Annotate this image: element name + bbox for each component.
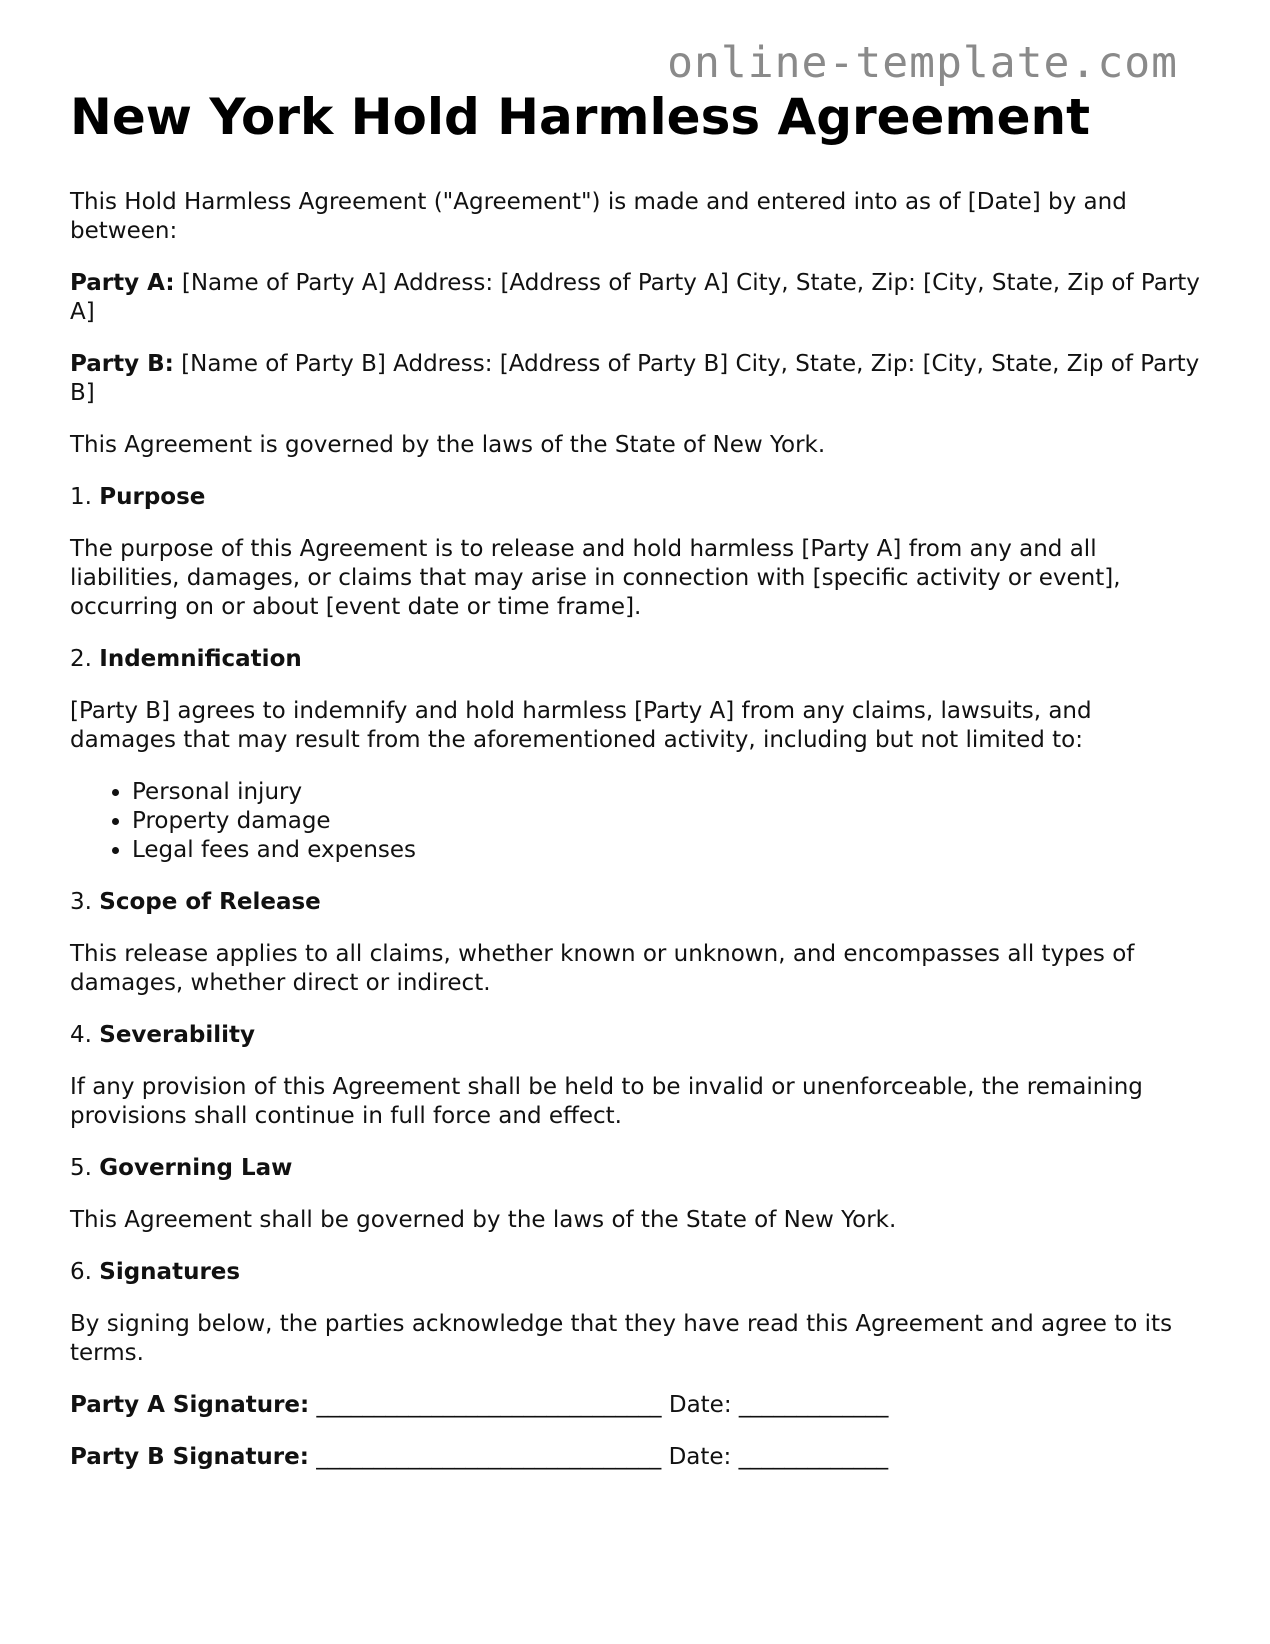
list-item: • Property damage (132, 807, 1200, 836)
signature-blank[interactable]: ______________________________ (308, 1444, 669, 1470)
section-number: 4. (70, 1022, 100, 1048)
section-number: 3. (70, 889, 100, 915)
section-number: 5. (70, 1155, 100, 1181)
section-title: Indemnification (99, 646, 302, 672)
party-b-block (70, 350, 1200, 408)
section-body-governing-law: This Agreement shall be governed by the laws of the State of New York. (70, 1207, 897, 1233)
party-b-signature-line (70, 1443, 1200, 1472)
signature-blank[interactable]: ______________________________ (309, 1392, 669, 1418)
party-a-signature-line (70, 1391, 1200, 1420)
party-a-details: [Name of Party A] Address: [Address of Party A] City, State, Zip: [City, State, Zip of Party A] (70, 270, 1200, 325)
section-body-purpose: The purpose of this Agreement is to release and hold harmless [Party A] from any and all liabilities, damages, or claims that may arise in connection with [specific activity or event], occurring on or about [event date or time frame]. (70, 536, 1121, 620)
signature-label: Party B Signature: (70, 1444, 309, 1470)
section-number: 6. (70, 1259, 100, 1285)
signature-label: Party A Signature: (70, 1392, 310, 1418)
section-heading-signatures (70, 1258, 1200, 1287)
section-title: Governing Law (99, 1155, 293, 1181)
section-title: Severability (99, 1022, 255, 1048)
party-b-label: Party B: (70, 351, 174, 377)
section-body-indemnification: [Party B] agrees to indemnify and hold harmless [Party A] from any claims, lawsuits, and damages that may result from the aforementioned activity, including but not limited to: (70, 698, 1092, 753)
date-blank[interactable]: _____________ (731, 1392, 889, 1418)
document-page (70, 84, 1200, 1495)
intro-paragraph: This Hold Harmless Agreement ("Agreement") is made and entered into as of [Date] by and between: (70, 189, 1127, 244)
indemnification-list (70, 778, 1200, 865)
document-title: New York Hold Harmless Agreement (70, 88, 1090, 146)
section-number: 2. (70, 646, 100, 672)
date-label: Date: (668, 1444, 732, 1470)
date-blank[interactable]: _____________ (731, 1444, 889, 1470)
section-heading-governing-law (70, 1154, 1200, 1183)
list-item: • Legal fees and expenses (132, 836, 1200, 865)
governed-statement: This Agreement is governed by the laws of the State of New York. (70, 432, 826, 458)
section-number: 1. (70, 484, 100, 510)
section-heading-indemnification (70, 645, 1200, 674)
section-heading-severability (70, 1021, 1200, 1050)
section-body-signatures: By signing below, the parties acknowledge that they have read this Agreement and agree to its terms. (70, 1311, 1173, 1366)
list-item: • Personal injury (132, 778, 1200, 807)
section-body-scope-of-release: This release applies to all claims, whether known or unknown, and encompasses all types of damages, whether direct or indirect. (70, 941, 1135, 996)
section-title: Scope of Release (99, 889, 321, 915)
date-label: Date: (668, 1392, 732, 1418)
watermark: online-template.com (667, 38, 1178, 88)
party-a-block (70, 269, 1200, 327)
party-a-label: Party A: (70, 270, 175, 296)
party-b-details: [Name of Party B] Address: [Address of Party B] City, State, Zip: [City, State, Zip of Party B] (70, 351, 1200, 406)
section-title: Purpose (99, 484, 206, 510)
section-heading-scope-of-release (70, 888, 1200, 917)
section-body-severability: If any provision of this Agreement shall be held to be invalid or unenforceable, the remaining provisions shall continue in full force and effect. (70, 1074, 1143, 1129)
section-heading-purpose (70, 483, 1200, 512)
section-title: Signatures (99, 1259, 241, 1285)
